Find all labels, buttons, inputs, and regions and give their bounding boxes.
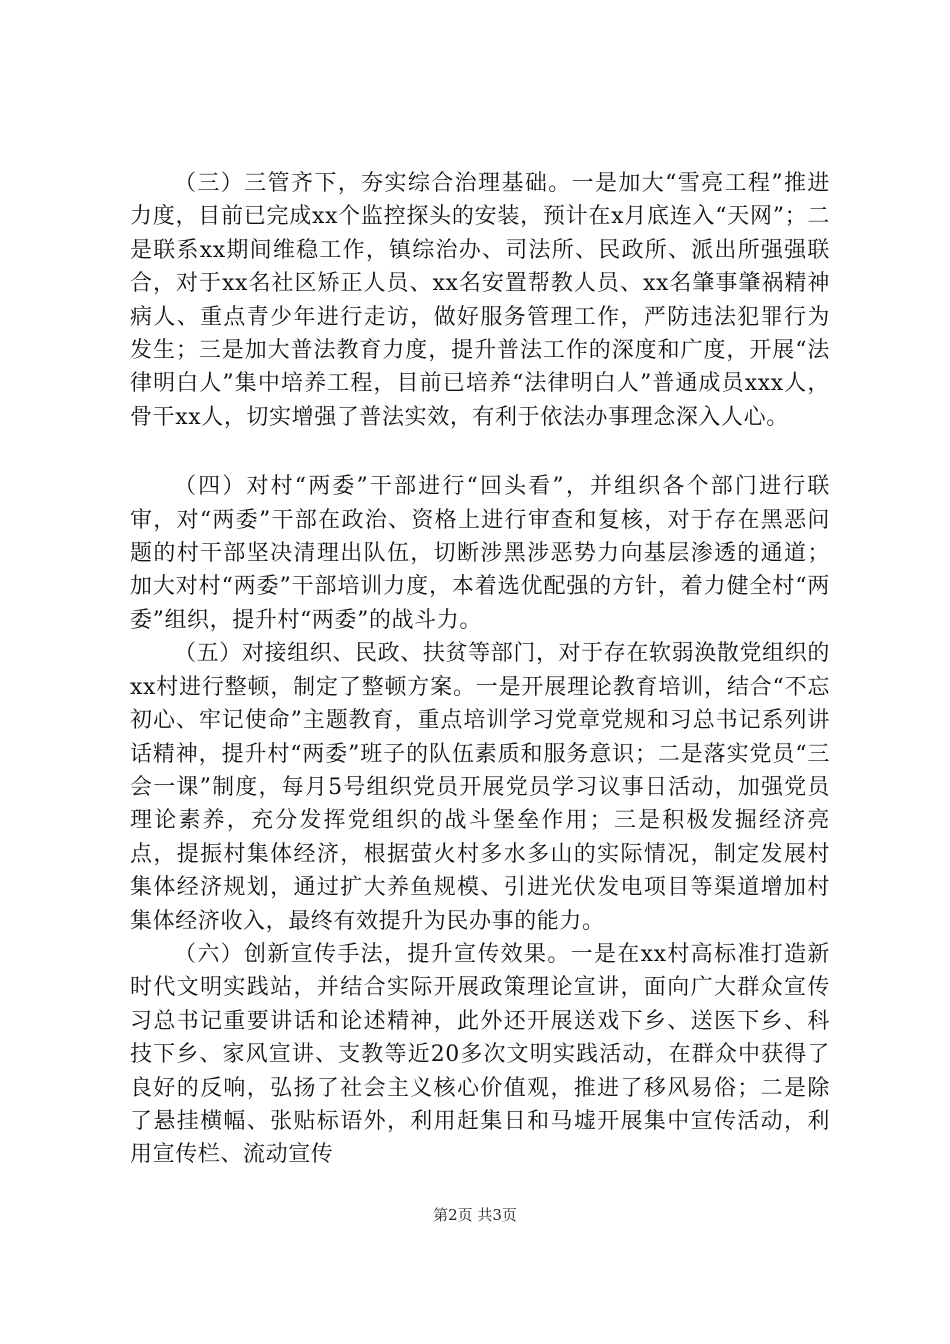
document-body bbox=[130, 167, 830, 1172]
paragraph-5: （五）对接组织、民政、扶贫等部门，对于存在软弱涣散党组织的xx村进行整顿，制定了整顿方案。一是开展理论教育培训，结合“不忘初心、牢记使命”主题教育，重点培训学习党章党规和习总书记系列讲话精神，提升村“两委”班子的队伍素质和服务意识；二是落实党员“三会一课”制度，每月5号组织党员开展党员学习议事日活动，加强党员理论素养，充分发挥党组织的战斗堡垒作用；三是积极发掘经济亮点，提振村集体经济，根据萤火村多水多山的实际情况，制定发展村集体经济规划，通过扩大养鱼规模、引进光伏发电项目等渠道增加村集体经济收入，最终有效提升为民办事的能力。 bbox=[130, 641, 830, 934]
paragraph-4: （四）对村“两委”干部进行“回头看”，并组织各个部门进行联审，对“两委”干部在政治、资格上进行审查和复核，对于存在黑恶问题的村干部坚决清理出队伍，切断涉黑涉恶势力向基层渗透的通道；加大对村“两委”干部培训力度，本着选优配强的方针，着力健全村“两委”组织，提升村“两委”的战斗力。 bbox=[130, 474, 830, 633]
paragraph-3: （三）三管齐下，夯实综合治理基础。一是加大“雪亮工程”推进力度，目前已完成xx个监控探头的安装，预计在x月底连入“天网”；二是联系xx期间维稳工作，镇综治办、司法所、民政所、派出所强强联合，对于xx名社区矫正人员、xx名安置帮教人员、xx名肇事肇祸精神病人、重点青少年进行走访，做好服务管理工作，严防违法犯罪行为发生；三是加大普法教育力度，提升普法工作的深度和广度，开展“法律明白人”集中培养工程，目前已培养“法律明白人”普通成员xxx人，骨干xx人，切实增强了普法实效，有利于依法办事理念深入人心。 bbox=[130, 171, 830, 430]
page-number-footer: 第2页 共3页 bbox=[433, 1206, 517, 1224]
paragraph-6: （六）创新宣传手法，提升宣传效果。一是在xx村高标准打造新时代文明实践站，并结合实际开展政策理论宣讲，面向广大群众宣传习总书记重要讲话和论述精神，此外还开展送戏下乡、送医下乡、科技下乡、家风宣讲、支教等近20多次文明实践活动，在群众中获得了良好的反响，弘扬了社会主义核心价值观，推进了移风易俗；二是除了悬挂横幅、张贴标语外，利用赶集日和马墟开展集中宣传活动，利用宣传栏、流动宣传 bbox=[130, 941, 830, 1168]
